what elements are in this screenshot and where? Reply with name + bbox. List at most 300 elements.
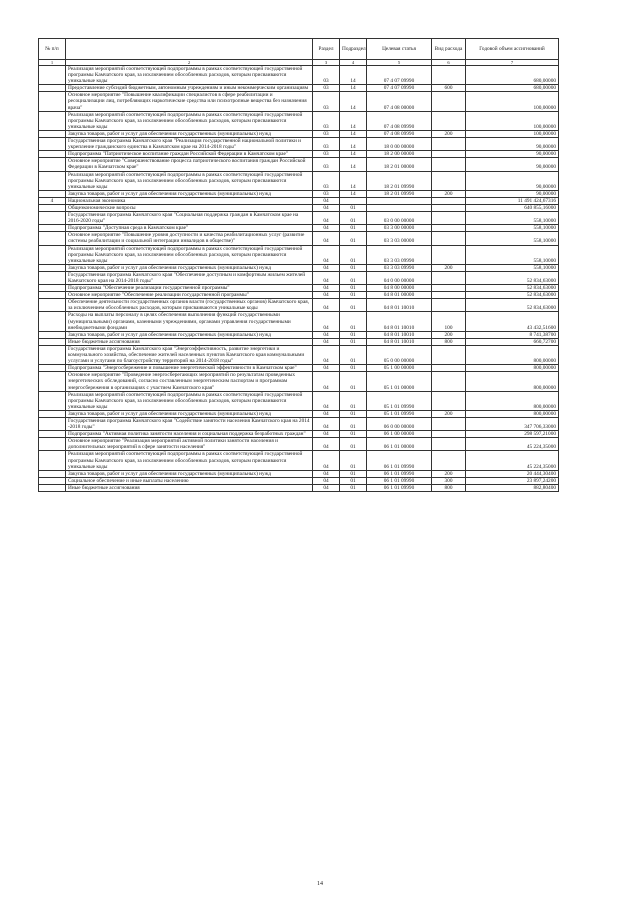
row-section: 04 [313,484,340,491]
row-number [39,92,66,111]
row-expense-type [432,138,466,151]
row-amount: 8 741,38700 [466,331,559,338]
row-section: 04 [313,264,340,271]
budget-table [38,38,559,492]
row-amount: 90,00000 [466,138,559,151]
row-section: 04 [313,331,340,338]
row-expense-type: 200 [432,264,466,271]
table-row [39,372,559,391]
row-amount: 45 224,35000 [466,438,559,451]
table-row [39,345,559,364]
row-section: 03 [313,151,340,158]
row-number [39,151,66,158]
row-amount: 800,00000 [466,372,559,391]
row-expense-type [432,292,466,299]
table-row [39,92,559,111]
table-row [39,225,559,232]
row-target-article: 07 4 08 09990 [367,130,432,137]
row-number [39,171,66,190]
row-subsection: 14 [340,111,367,130]
header-section: Раздел [313,39,340,60]
row-number [39,338,66,345]
row-section: 04 [313,431,340,438]
row-amount: 100,00000 [466,92,559,111]
row-name: Государственная программа Камчатского края "Реализация государственной национальной политики и укрепление гражданского единства в Камчатском крае на 2014-2018 годы" [66,138,313,151]
row-amount: 558,10000 [466,232,559,245]
row-number [39,232,66,245]
row-name: Закупка товаров, работ и услуг для обеспечения государственных (муниципальных) нужд [66,130,313,137]
row-name: Предоставление субсидий бюджетным, автономным учреждениям и иным некоммерческим организациям [66,85,313,92]
row-amount: 800,00000 [466,410,559,417]
row-name: Подпрограмма "Обеспечение реализации государственной программы" [66,285,313,292]
table-row [39,431,559,438]
row-amount: 52 834,63000 [466,299,559,312]
row-subsection: 14 [340,151,367,158]
row-subsection: 01 [340,417,367,430]
row-subsection: 01 [340,299,367,312]
row-expense-type [432,171,466,190]
page-number: 14 [317,881,323,887]
row-amount: 640 855,16000 [466,204,559,211]
row-expense-type [432,431,466,438]
row-section: 04 [313,417,340,430]
column-number: 3 [313,60,340,66]
table-row [39,365,559,372]
row-target-article [367,204,432,211]
row-number [39,331,66,338]
table-row [39,438,559,451]
row-number [39,245,66,264]
row-section: 04 [313,225,340,232]
row-name: Основное мероприятие "Реализация мероприятий активной политики занятости населения и дополнительных мероприятий в сфере занятости населения" [66,438,313,451]
row-section: 04 [313,271,340,284]
row-target-article: 05 0 00 00000 [367,345,432,364]
row-target-article: 03 3 03 00000 [367,232,432,245]
row-number [39,372,66,391]
row-target-article: 18 0 00 00000 [367,138,432,151]
row-target-article: 03 0 00 00000 [367,212,432,225]
row-number [39,477,66,484]
row-section: 04 [313,451,340,470]
row-name: Реализация мероприятий соответствующей подпрограммы в рамках соответствующей государственной программы Камчатского края, за исключением обособленных расходов, которым присваиваются уникальные коды [66,171,313,190]
row-subsection: 01 [340,245,367,264]
row-subsection [340,197,367,204]
row-target-article: 07 4 08 00000 [367,92,432,111]
row-target-article: 06 1 01 09990 [367,484,432,491]
table-row [39,158,559,171]
row-amount: 800,00000 [466,365,559,372]
row-target-article [367,197,432,204]
row-target-article: 05 1 01 09990 [367,410,432,417]
row-amount: 680,00000 [466,85,559,92]
column-number: 2 [66,60,313,66]
row-name: Закупка товаров, работ и услуг для обеспечения государственных (муниципальных) нужд [66,331,313,338]
row-name: Социальное обеспечение и иные выплаты населению [66,477,313,484]
row-expense-type [432,271,466,284]
row-section: 04 [313,299,340,312]
row-target-article: 07 4 07 09990 [367,85,432,92]
row-number: 4 [39,197,66,204]
column-number: 4 [340,60,367,66]
row-target-article: 05 1 01 00000 [367,372,432,391]
row-subsection: 01 [340,232,367,245]
row-expense-type [432,212,466,225]
row-subsection: 14 [340,130,367,137]
row-name: Государственная программа Камчатского края "Социальная поддержка граждан в Камчатском крае на 2016-2020 годы" [66,212,313,225]
row-expense-type [432,451,466,470]
row-name: Закупка товаров, работ и услуг для обеспечения государственных (муниципальных) нужд [66,410,313,417]
row-section: 04 [313,285,340,292]
row-subsection: 14 [340,171,367,190]
table-row [39,312,559,331]
row-expense-type [432,197,466,204]
row-expense-type [432,438,466,451]
column-number: 6 [432,60,466,66]
table-row [39,138,559,151]
row-target-article: 05 1 01 09990 [367,391,432,410]
table-row [39,245,559,264]
row-expense-type: 300 [432,477,466,484]
row-target-article: 06 1 01 09990 [367,451,432,470]
row-amount: 52 834,63000 [466,292,559,299]
row-amount: 558,10000 [466,245,559,264]
table-row [39,264,559,271]
row-amount: 20 444,30400 [466,470,559,477]
row-subsection: 01 [340,365,367,372]
row-section: 04 [313,365,340,372]
row-subsection: 14 [340,85,367,92]
row-amount: 90,00000 [466,171,559,190]
row-name: Общеэкономические вопросы [66,204,313,211]
row-amount: 347 706,33000 [466,417,559,430]
row-target-article: 06 1 01 09990 [367,477,432,484]
row-expense-type [432,158,466,171]
row-target-article: 03 3 03 09990 [367,245,432,264]
row-number [39,438,66,451]
row-target-article: 06 1 01 09990 [367,470,432,477]
row-section: 03 [313,190,340,197]
row-name: Реализация мероприятий соответствующей подпрограммы в рамках соответствующей государственной программы Камчатского края, за исключением обособленных расходов, которым присваиваются уникальные коды [66,245,313,264]
row-target-article: 03 3 03 09990 [367,264,432,271]
row-subsection: 01 [340,292,367,299]
row-target-article: 18 2 00 00000 [367,151,432,158]
row-section: 03 [313,111,340,130]
row-section: 04 [313,438,340,451]
row-section: 04 [313,245,340,264]
row-expense-type [432,245,466,264]
row-section: 04 [313,391,340,410]
row-name: Реализация мероприятий соответствующей подпрограммы в рамках соответствующей государственной программы Камчатского края, за исключением обособленных расходов, которым присваиваются уникальные коды [66,391,313,410]
row-name: Подпрограмма "Энергосбережение и повышение энергетической эффективности в Камчатском крае" [66,365,313,372]
row-subsection: 01 [340,312,367,331]
row-subsection: 01 [340,331,367,338]
row-expense-type [432,365,466,372]
row-target-article: 07 4 07 09990 [367,66,432,85]
row-target-article: 18 2 01 09990 [367,171,432,190]
row-amount: 680,00000 [466,66,559,85]
row-number [39,484,66,491]
row-number [39,204,66,211]
row-expense-type [432,417,466,430]
row-section: 04 [313,372,340,391]
row-target-article: 04 8 01 10010 [367,338,432,345]
row-target-article: 04 0 00 00000 [367,271,432,284]
row-name: Государственная программа Камчатского края "Обеспечение доступным и комфортным жильем жителей Камчатского края на 2014-2018 годы" [66,271,313,284]
row-number [39,451,66,470]
row-subsection: 01 [340,484,367,491]
row-expense-type [432,151,466,158]
row-name: Подпрограмма "Патриотическое воспитание граждан Российской Федерации в Камчатском крае" [66,151,313,158]
row-expense-type: 800 [432,484,466,491]
row-name: Закупка товаров, работ и услуг для обеспечения государственных (муниципальных) нужд [66,190,313,197]
row-amount: 558,10000 [466,212,559,225]
row-name: Иные бюджетные ассигнования [66,338,313,345]
row-section: 04 [313,477,340,484]
row-amount: 558,10000 [466,264,559,271]
row-section: 04 [313,197,340,204]
column-number: 5 [367,60,432,66]
table-row [39,232,559,245]
row-subsection: 01 [340,451,367,470]
row-section: 03 [313,66,340,85]
row-section: 03 [313,158,340,171]
row-number [39,285,66,292]
row-number [39,312,66,331]
header-num: № п/п [39,39,66,60]
row-target-article: 04 8 01 10010 [367,299,432,312]
row-target-article: 18 2 01 00000 [367,158,432,171]
row-target-article: 18 2 01 09990 [367,190,432,197]
row-expense-type [432,232,466,245]
row-section: 03 [313,138,340,151]
row-name: Иные бюджетные ассигнования [66,484,313,491]
row-target-article: 05 1 00 00000 [367,365,432,372]
row-expense-type [432,66,466,85]
row-section: 04 [313,212,340,225]
row-subsection: 01 [340,372,367,391]
row-number [39,225,66,232]
row-number [39,111,66,130]
row-name: Реализация мероприятий соответствующей подпрограммы в рамках соответствующей государственной программы Камчатского края, за исключением обособленных расходов, которым присваиваются уникальные коды [66,111,313,130]
row-subsection: 01 [340,391,367,410]
table-row [39,417,559,430]
row-number [39,212,66,225]
table-row [39,85,559,92]
row-section: 03 [313,92,340,111]
row-name: Закупка товаров, работ и услуг для обеспечения государственных (муниципальных) нужд [66,264,313,271]
row-subsection: 01 [340,204,367,211]
row-expense-type [432,391,466,410]
table-row [39,111,559,130]
row-target-article: 06 1 01 00000 [367,438,432,451]
row-name: Основное мероприятие "Обеспечение реализации государственной программы" [66,292,313,299]
row-number [39,470,66,477]
row-amount: 660,72700 [466,338,559,345]
row-subsection: 01 [340,410,367,417]
table-row [39,292,559,299]
header-subsection: Подраздел [340,39,367,60]
row-amount: 100,00000 [466,130,559,137]
row-number [39,292,66,299]
row-expense-type [432,111,466,130]
row-name: Подпрограмма "Доступная среда в Камчатском крае" [66,225,313,232]
row-subsection: 14 [340,92,367,111]
row-amount: 90,00000 [466,158,559,171]
table-row [39,66,559,85]
column-number: 1 [39,60,66,66]
row-name: Национальная экономика [66,197,313,204]
row-subsection: 01 [340,225,367,232]
row-subsection: 14 [340,190,367,197]
row-name: Обеспечение деятельности государственных органов власти (государственных органов) Камчатского края, за исключением обособленных расходов, которым присваиваются уникальные коды [66,299,313,312]
row-expense-type [432,345,466,364]
table-row [39,451,559,470]
row-number [39,299,66,312]
row-amount: 11 491 424,67316 [466,197,559,204]
row-subsection: 01 [340,470,367,477]
table-body [39,66,559,492]
row-name: Реализация мероприятий соответствующей подпрограммы в рамках соответствующей государственной программы Камчатского края, за исключением обособленных расходов, которым присваиваются уникальные коды [66,451,313,470]
row-expense-type [432,285,466,292]
row-target-article: 06 1 00 00000 [367,431,432,438]
row-amount: 800,00000 [466,391,559,410]
row-number [39,345,66,364]
header-target-article: Целевая статья [367,39,432,60]
table-row [39,204,559,211]
row-amount: 558,10000 [466,225,559,232]
row-number [39,417,66,430]
row-subsection: 01 [340,285,367,292]
row-amount: 800,00000 [466,345,559,364]
row-amount: 52 834,63000 [466,271,559,284]
header-annual-amount: Годовой объем ассигнований [466,39,559,60]
row-amount: 100,00000 [466,111,559,130]
row-subsection: 01 [340,438,367,451]
row-name: Государственная программа Камчатского края "Энергоэффективность, развитие энергетики и коммунального хозяйства, обеспечение жителей населенных пунктов Камчатского края коммунальными услугами и услугами по благоустройству территорий на 2014-2018 годы" [66,345,313,364]
row-expense-type: 800 [432,338,466,345]
row-number [39,66,66,85]
row-name: Основное мероприятие "Проведение энергосберегающих мероприятий по результатам проведенных энергетических обследований, согласно составленным энергетическим паспортам и программам энергосбережения в организациях с участием Камчатского края" [66,372,313,391]
row-name: Подпрограмма "Активная политика занятости населения и социальная поддержка безработных граждан" [66,431,313,438]
row-subsection: 14 [340,138,367,151]
row-section: 04 [313,204,340,211]
row-subsection: 01 [340,431,367,438]
row-amount: 882,80400 [466,484,559,491]
table-row [39,391,559,410]
row-section: 04 [313,338,340,345]
row-section: 04 [313,292,340,299]
table-row [39,477,559,484]
row-target-article: 04 8 01 10010 [367,312,432,331]
table-row [39,299,559,312]
row-section: 04 [313,232,340,245]
row-number [39,431,66,438]
row-number [39,391,66,410]
table-row [39,271,559,284]
row-number [39,271,66,284]
row-number [39,85,66,92]
table-row [39,285,559,292]
row-amount: 52 834,63000 [466,285,559,292]
row-amount: 23 897,24200 [466,477,559,484]
table-row [39,331,559,338]
row-amount: 43 432,51600 [466,312,559,331]
row-expense-type: 200 [432,410,466,417]
header-name [66,39,313,60]
row-subsection: 01 [340,264,367,271]
table-row [39,190,559,197]
row-number [39,138,66,151]
row-name: Основное мероприятие "Повышение квалификации специалистов в сфере реабилитации и ресоциализации лиц, потребляющих наркотические средства или психотропные вещества без назначения врача" [66,92,313,111]
row-section: 04 [313,345,340,364]
row-expense-type: 200 [432,470,466,477]
row-amount: 45 224,35000 [466,451,559,470]
row-number [39,410,66,417]
row-number [39,365,66,372]
table-row [39,212,559,225]
row-name: Государственная программа Камчатского края "Содействие занятости населения Камчатского края на 2014 -2018 годы" [66,417,313,430]
row-name: Реализация мероприятий соответствующей подпрограммы в рамках соответствующей государственной программы Камчатского края, за исключением обособленных расходов, которым присваиваются уникальные коды [66,66,313,85]
row-name: Основное мероприятие "Совершенствование процесса патриотического воспитания граждан Российской Федерации в Камчатском крае" [66,158,313,171]
table-row [39,470,559,477]
row-section: 03 [313,85,340,92]
header-row [39,39,559,60]
row-expense-type [432,299,466,312]
row-section: 03 [313,130,340,137]
table-row [39,410,559,417]
row-section: 04 [313,470,340,477]
row-name: Расходы на выплаты персоналу в целях обеспечения выполнения функций государственными (муниципальными) органами, казенными учреждениями, органами управления государственными внебюджетными фондами [66,312,313,331]
row-expense-type: 200 [432,331,466,338]
table-row [39,130,559,137]
row-expense-type [432,225,466,232]
column-number: 7 [466,60,559,66]
row-subsection: 14 [340,158,367,171]
row-number [39,158,66,171]
row-expense-type [432,372,466,391]
table-row [39,151,559,158]
row-target-article: 03 3 00 00000 [367,225,432,232]
row-subsection: 01 [340,477,367,484]
row-amount: 90,00000 [466,190,559,197]
row-target-article: 04 8 00 00000 [367,285,432,292]
row-subsection: 01 [340,212,367,225]
row-target-article: 06 0 00 00000 [367,417,432,430]
row-subsection: 01 [340,271,367,284]
row-expense-type: 100 [432,312,466,331]
row-expense-type [432,92,466,111]
row-subsection: 01 [340,338,367,345]
row-amount: 298 597,21000 [466,431,559,438]
table-row [39,338,559,345]
row-name: Закупка товаров, работ и услуг для обеспечения государственных (муниципальных) нужд [66,470,313,477]
table-row [39,171,559,190]
row-number [39,190,66,197]
row-target-article: 04 8 01 10010 [367,331,432,338]
row-expense-type: 600 [432,85,466,92]
row-expense-type [432,204,466,211]
row-subsection: 14 [340,66,367,85]
row-target-article: 07 4 08 09990 [367,111,432,130]
row-subsection: 01 [340,345,367,364]
row-number [39,130,66,137]
row-expense-type: 200 [432,130,466,137]
row-amount: 90,00000 [466,151,559,158]
row-name: Основное мероприятие "Повышение уровня доступности и качества реабилитационных услуг (развитие системы реабилитации и социальной интеграции инвалидов в обществе)" [66,232,313,245]
row-target-article: 04 8 01 00000 [367,292,432,299]
table-row [39,197,559,204]
header-expense-type: Вид расхода [432,39,466,60]
